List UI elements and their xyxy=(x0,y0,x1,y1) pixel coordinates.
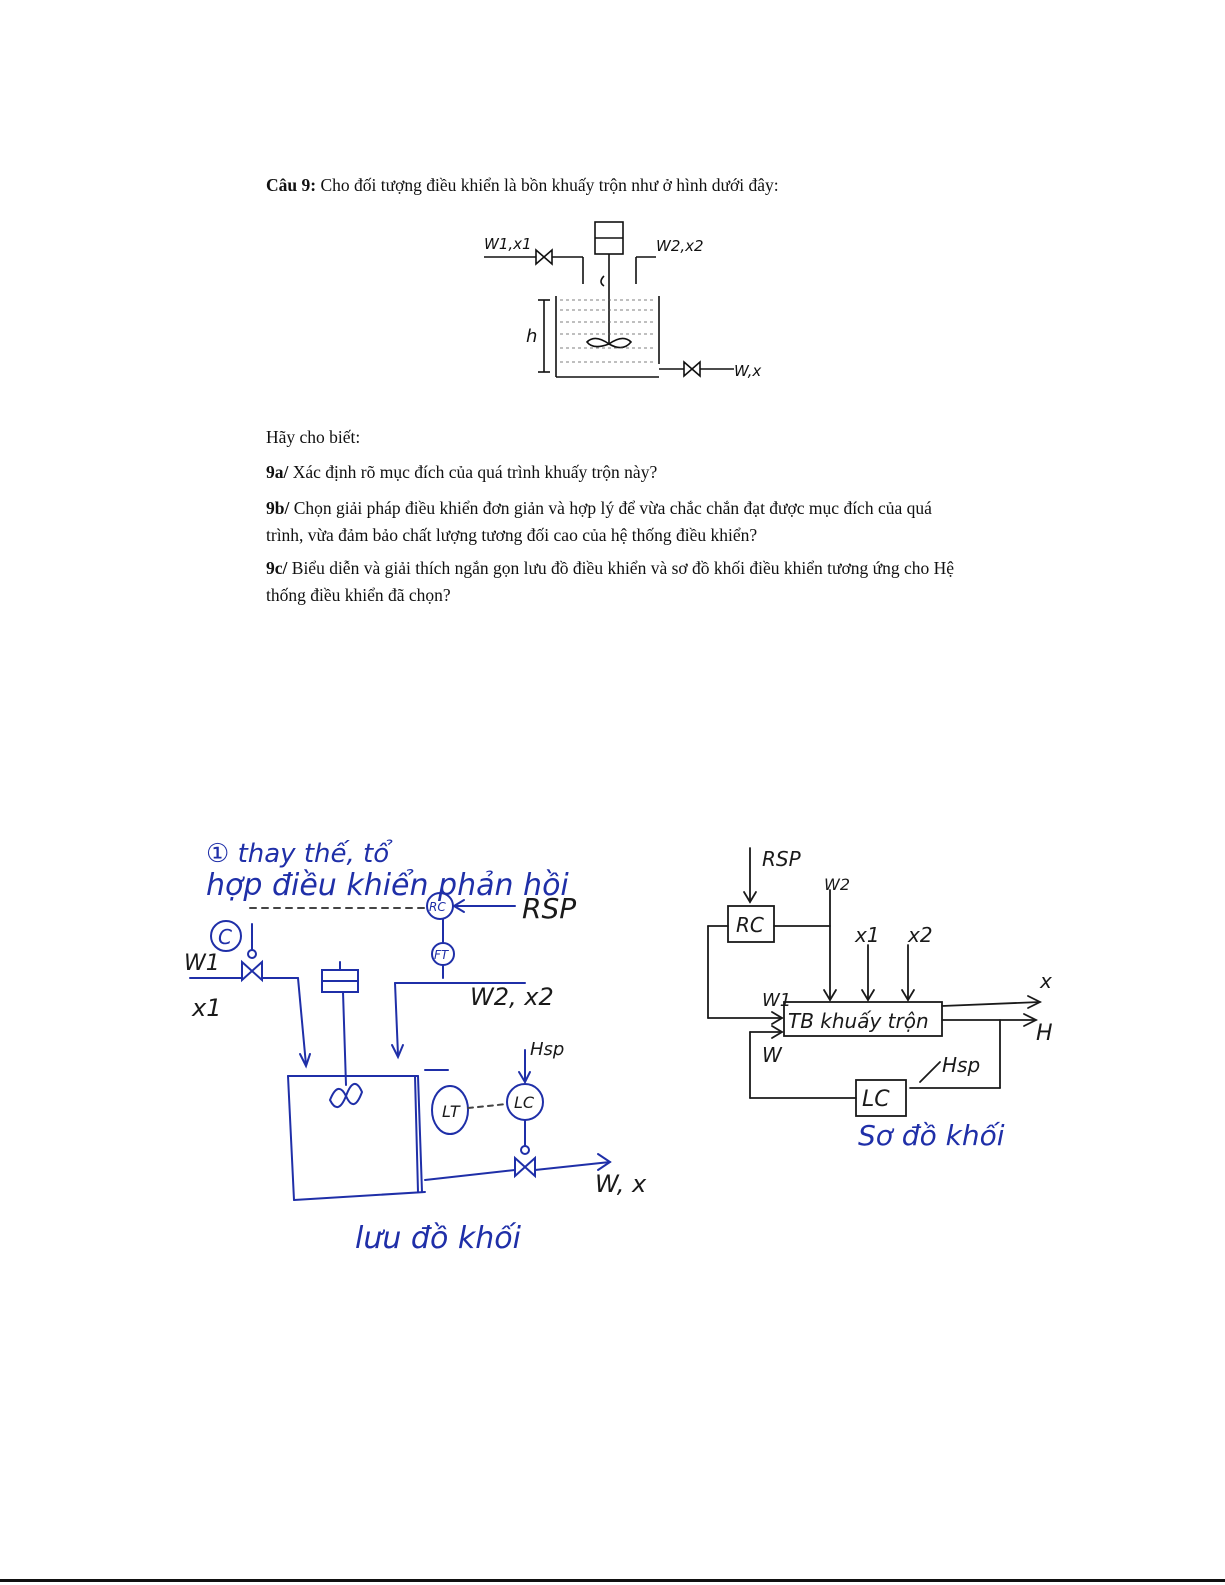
w1-label: W1 xyxy=(184,951,220,976)
w2-label: W2 xyxy=(824,875,850,894)
item-label: 9b/ xyxy=(266,498,290,518)
rsp-label: RSP xyxy=(762,847,801,871)
mixing-tank-figure xyxy=(476,214,786,404)
rc-label: RC xyxy=(429,900,446,914)
left-header-line1: ① thay thế, tổ xyxy=(206,839,390,869)
rc-block-label: RC xyxy=(736,913,764,937)
question-label: Câu 9: xyxy=(266,175,317,195)
h-out-label: H xyxy=(1036,1021,1053,1046)
w-label: W xyxy=(762,1043,782,1067)
controller-c-label: C xyxy=(218,925,232,949)
item-9b xyxy=(266,495,956,549)
x-out-label: x xyxy=(1040,969,1052,993)
right-caption: Sơ đồ khối xyxy=(858,1119,1005,1152)
left-caption: lưu đồ khối xyxy=(355,1221,521,1256)
item-text: Xác định rõ mục đích của quá trình khuấy trộn này? xyxy=(288,462,658,482)
item-text: Biểu diễn và giải thích ngắn gọn lưu đồ điều khiển và sơ đồ khối điều khiển tương ứng cho Hệ thống điều khiển đã chọn? xyxy=(266,558,955,605)
x1-label: x1 xyxy=(192,994,222,1022)
page-bottom-border xyxy=(0,1579,1225,1582)
level-label: h xyxy=(526,326,538,347)
handwritten-block-diagram xyxy=(690,840,1053,1152)
question-text: Cho đối tượng điều khiển là bồn khuấy trộn như ở hình dưới đây: xyxy=(316,175,779,195)
item-label: 9c/ xyxy=(266,558,288,578)
inlet1-label: W1,x1 xyxy=(484,235,532,253)
inlet2-label: W2,x2 xyxy=(656,237,704,255)
tb-block-label: TB khuấy trộn xyxy=(788,1009,929,1033)
lt-label: LT xyxy=(442,1102,460,1121)
outlet-flow-label: W, x xyxy=(595,1170,647,1198)
w2x2-label: W2, x2 xyxy=(470,983,554,1011)
item-text: Chọn giải pháp điều khiển đơn giản và hợp lý để vừa chắc chắn đạt được mục đích của quá trình, vừa đảm bảo chất lượng tương đối cao của hệ thống điều khiển? xyxy=(266,498,932,545)
x2-label: x2 xyxy=(908,923,933,947)
x1-label: x1 xyxy=(855,923,880,947)
hsp-label: Hsp xyxy=(530,1039,565,1060)
hsp-label: Hsp xyxy=(942,1053,981,1077)
rsp-label: RSP xyxy=(522,892,577,925)
left-header-line2: hợp điều khiển phản hồi xyxy=(206,868,569,903)
outlet-label: W,x xyxy=(734,362,762,380)
question-header xyxy=(266,172,956,199)
w1-label: W1 xyxy=(762,990,792,1011)
prompt: Hãy cho biết: xyxy=(266,427,361,447)
ft-label: FT xyxy=(434,948,449,962)
handwritten-flow-diagram xyxy=(170,840,690,1260)
item-9a xyxy=(266,459,956,486)
item-9c xyxy=(266,555,956,609)
lc-block-label: LC xyxy=(862,1087,890,1112)
lc-label: LC xyxy=(514,1093,535,1112)
item-label: 9a/ xyxy=(266,462,289,482)
